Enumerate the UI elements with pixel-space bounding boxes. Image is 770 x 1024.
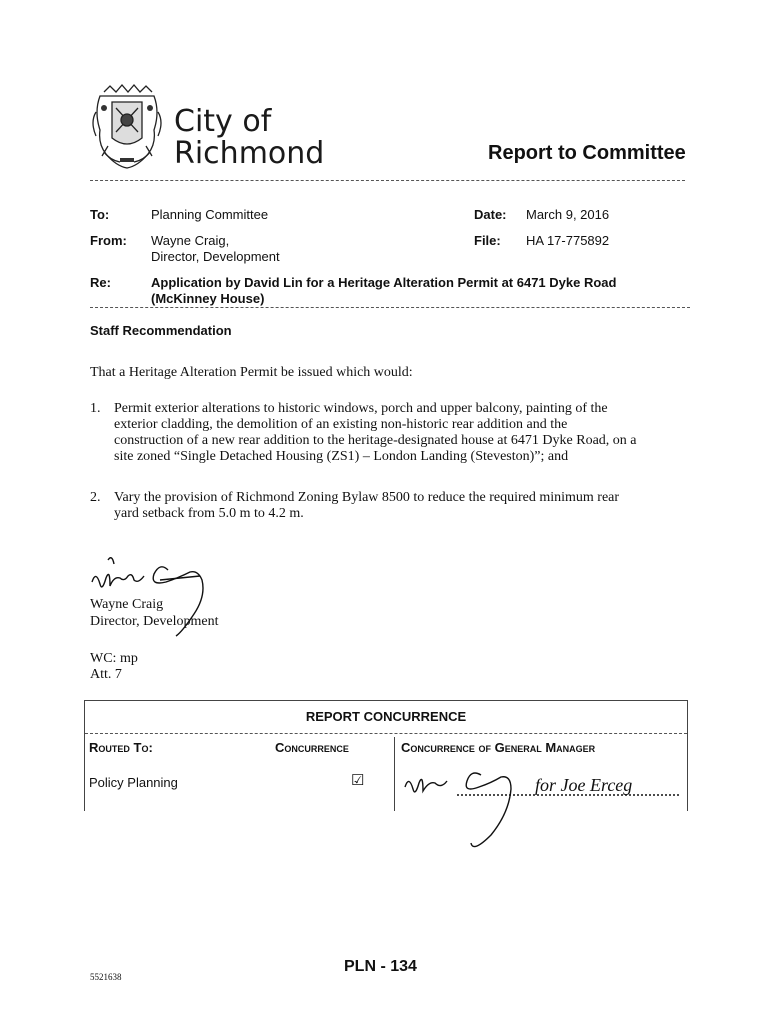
re-label: Re: [90, 275, 111, 290]
re-value-line2: (McKinney House) [151, 291, 265, 306]
document-id: 5521638 [90, 972, 122, 982]
from-label: From: [90, 233, 127, 248]
list-number: 1. [90, 401, 101, 416]
concurrence-title: REPORT CONCURRENCE [305, 709, 467, 724]
crest-icon [90, 82, 164, 172]
column-divider [394, 737, 395, 811]
list-line: construction of a new rear addition to the heritage-designated house at 6471 Dyke Road, on a [114, 433, 637, 448]
signoff-title: Director, Development [90, 614, 219, 629]
logo-richmond: Richmond [174, 136, 325, 171]
header-divider [90, 180, 685, 181]
re-divider [90, 307, 690, 308]
re-value-line1: Application by David Lin for a Heritage Alteration Permit at 6471 Dyke Road [151, 275, 617, 290]
col-concurrence-header: Concurrence [275, 740, 349, 755]
city-crest-logo [90, 82, 164, 172]
recommendation-intro: That a Heritage Alteration Permit be issued which would: [90, 365, 413, 380]
logo-city-of: City of [174, 104, 272, 139]
from-value-title: Director, Development [151, 249, 280, 264]
list-number: 2. [90, 490, 101, 505]
staff-recommendation-heading: Staff Recommendation [90, 323, 232, 338]
list-line: yard setback from 5.0 m to 4.2 m. [114, 506, 304, 521]
gm-signature [401, 755, 685, 855]
recommendation-item-1 [90, 401, 690, 473]
concurrence-checkbox: ☑ [351, 772, 365, 789]
file-label: File: [474, 233, 501, 248]
col-gm-concurrence-header: Concurrence of General Manager [401, 740, 596, 755]
page-label: PLN - 134 [344, 958, 417, 975]
list-line: Vary the provision of Richmond Zoning Bylaw 8500 to reduce the required minimum rear [114, 490, 620, 505]
col-routed-to-header: Routed To: [89, 740, 153, 755]
row-policy-planning: Policy Planning [89, 775, 178, 790]
report-title: Report to Committee [488, 142, 686, 164]
to-label: To: [90, 207, 110, 222]
date-value: March 9, 2016 [526, 207, 610, 222]
list-line: site zoned “Single Detached Housing (ZS1) – London Landing (Steveston)”; and [114, 449, 569, 464]
concurrence-title-divider [85, 733, 687, 734]
report-concurrence-table [84, 700, 688, 811]
recommendation-item-2 [90, 490, 690, 526]
file-value: HA 17-775892 [526, 233, 610, 248]
to-value: Planning Committee [151, 207, 269, 222]
date-label: Date: [474, 207, 507, 222]
signoff-initials: WC: mp [90, 651, 138, 666]
list-line: Permit exterior alterations to historic windows, porch and upper balcony, painting of the [114, 401, 608, 416]
gm-signature-label: for Joe Erceg [535, 775, 633, 795]
signoff-name: Wayne Craig [90, 597, 164, 612]
from-value-name: Wayne Craig, [151, 233, 230, 248]
list-line: exterior cladding, the demolition of an existing non-historic rear addition and the [114, 417, 568, 432]
signoff-attachments: Att. 7 [90, 667, 122, 682]
